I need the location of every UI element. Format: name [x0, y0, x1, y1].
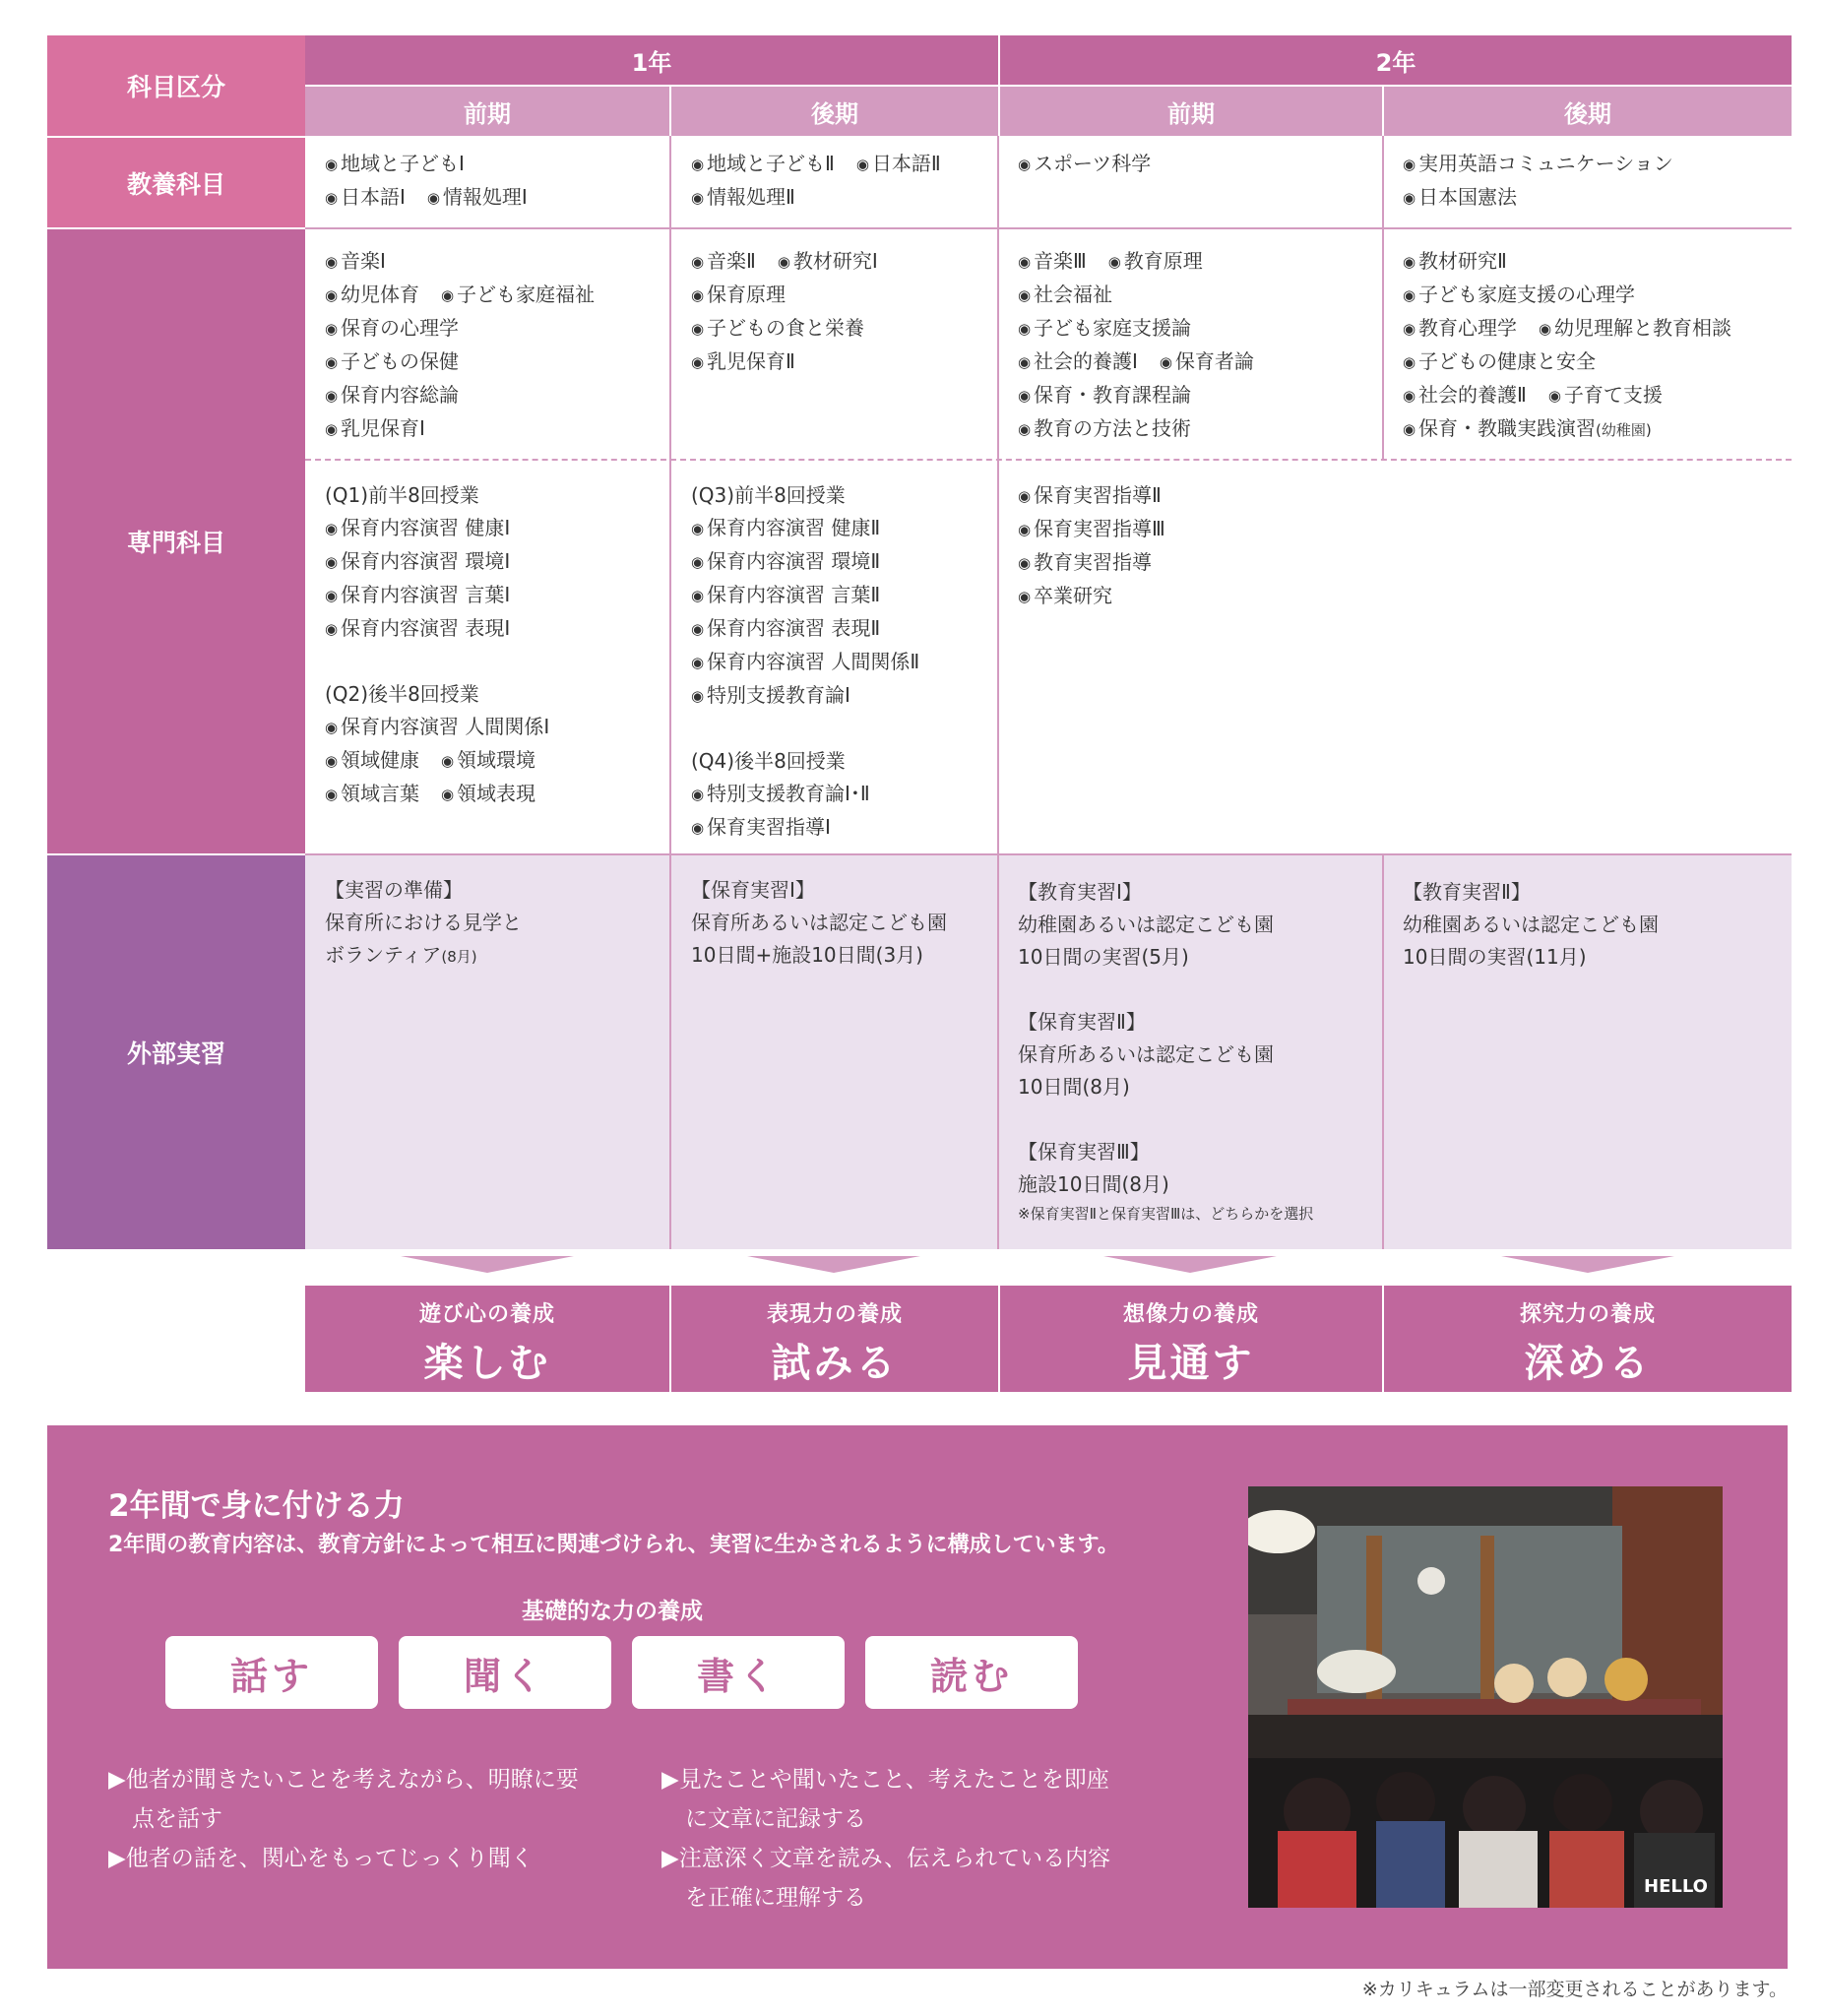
row-divider: [305, 853, 1792, 855]
term-y1-second: [671, 87, 998, 136]
row-header-liberal: [47, 138, 305, 227]
term-y2-first: [1000, 87, 1382, 136]
skills-description: 2年間の教育内容は、教育方針によって相互に関連づけられ、実習に生かされるように構成しています。: [108, 1533, 1119, 1557]
row-label: 教養科目: [126, 169, 225, 199]
year1-header: [305, 35, 998, 85]
category-header-label: 科目区分: [126, 73, 225, 101]
liberal-y1-second: ◉ 地域と子どもⅡ ◉ 日本語Ⅱ ◉ 情報処理Ⅱ: [691, 152, 941, 209]
term-label: 後期: [1564, 99, 1611, 128]
specialized-y1-first: ◉ 音楽Ⅰ ◉ 幼児体育 ◉ 子ども家庭福祉 ◉ 保育の心理学 ◉ 子どもの保健 ◉ 保育内容総論 ◉ 乳児保育Ⅰ: [325, 249, 595, 440]
specialized-y1-second: ◉ 音楽Ⅱ ◉ 教材研究Ⅰ ◉ 保育原理 ◉ 子どもの食と栄養 ◉ 乳児保育Ⅱ: [691, 249, 878, 373]
category-header: [47, 35, 305, 136]
year1-label: 1年: [631, 48, 672, 77]
practice-y2-first: 【教育実習Ⅰ】 幼稚園あるいは認定こども園 10日間の実習(5月) 【保育実習Ⅱ】 保育所あるいは認定こども園 10日間(8月) 【保育実習Ⅲ】 施設10日間(8月) ※保育実習Ⅱと保育実習Ⅲは、どちらかを選択: [1018, 880, 1314, 1223]
column-divider: [1382, 855, 1384, 1249]
row-header-practice: [47, 855, 305, 1249]
footnote: ※カリキュラムは一部変更されることがあります。: [1361, 1979, 1788, 2000]
quarter-y1-second: (Q3)前半8回授業 ◉ 保育内容演習 健康Ⅱ ◉ 保育内容演習 環境Ⅱ ◉ 保育内容演習 言葉Ⅱ ◉ 保育内容演習 表現Ⅱ ◉ 保育内容演習 人間関係Ⅱ ◉ 特別支援教育論Ⅰ (Q4)後半8回授業 ◉ 特別支援教育論Ⅰ･Ⅱ ◉ 保育実習指導Ⅰ: [691, 483, 920, 839]
arrow-down-icon: [1103, 1256, 1277, 1273]
term-y2-second: [1384, 87, 1792, 136]
term-label: 前期: [464, 99, 511, 128]
skill-write: 書く: [632, 1636, 845, 1709]
liberal-y1-first: ◉ 地域と子どもⅠ ◉ 日本語Ⅰ ◉ 情報処理Ⅰ: [325, 152, 528, 209]
practice-y1-first: 【実習の準備】 保育所における見学と ボランティア(8月): [325, 878, 522, 967]
right-bullets: ▶見たことや聞いたこと、考えたことを即座 に文章に記録する ▶注意深く文章を読み、伝えられている内容 を正確に理解する: [661, 1767, 1111, 1911]
column-divider: [1382, 136, 1384, 460]
basic-label: 基礎的な力の養成: [522, 1599, 703, 1624]
puppet-show-photo: [1248, 1486, 1723, 1908]
term-label: 後期: [811, 99, 858, 128]
left-bullets: ▶他者が聞きたいことを考えながら、明瞭に要 点を話す ▶他者の話を、関心をもってじっくり聞く: [108, 1767, 579, 1871]
arrow-down-icon: [1501, 1256, 1674, 1273]
year2-label: 2年: [1375, 48, 1416, 77]
stage-box: 遊び心の養成 楽しむ: [305, 1286, 669, 1392]
arrow-down-icon: [747, 1256, 920, 1273]
specialized-y2-first: ◉ 音楽Ⅲ ◉ 教育原理 ◉ 社会福祉 ◉ 子ども家庭支援論 ◉ 社会的養護Ⅰ ◉ 保育者論 ◉ 保育・教育課程論 ◉ 教育の方法と技術: [1018, 249, 1254, 440]
stage-box: 探究力の養成 深める: [1384, 1286, 1792, 1392]
stage-box: 表現力の養成 試みる: [671, 1286, 998, 1392]
year2-header: [1000, 35, 1792, 85]
term-label: 前期: [1167, 99, 1215, 128]
practice-y1-second: 【保育実習Ⅰ】 保育所あるいは認定こども園 10日間+施設10日間(3月): [691, 878, 947, 967]
stage-box: 想像力の養成 見通す: [1000, 1286, 1382, 1392]
column-divider: [669, 136, 671, 1249]
quarter-y1-first: (Q1)前半8回授業 ◉ 保育内容演習 健康Ⅰ ◉ 保育内容演習 環境Ⅰ ◉ 保育内容演習 言葉Ⅰ ◉ 保育内容演習 表現Ⅰ (Q2)後半8回授業 ◉ 保育内容演習 人間関係Ⅰ ◉ 領域健康 ◉ 領域環境 ◉ 領域言葉 ◉ 領域表現: [325, 483, 550, 805]
liberal-y2-second: ◉ 実用英語コミュニケーション ◉ 日本国憲法: [1403, 152, 1673, 209]
practice-y2-second: 【教育実習Ⅱ】 幼稚園あるいは認定こども園 10日間の実習(11月): [1403, 880, 1659, 969]
specialized-y2-second: ◉ 教材研究Ⅱ ◉ 子ども家庭支援の心理学 ◉ 教育心理学 ◉ 幼児理解と教育相談 ◉ 子どもの健康と安全 ◉ 社会的養護Ⅱ ◉ 子育て支援 ◉ 保育・教職実践演習(幼稚園): [1403, 249, 1731, 440]
column-divider: [997, 136, 999, 1249]
arrow-down-icon: [401, 1256, 574, 1273]
skill-read: 読む: [865, 1636, 1078, 1709]
term-y1-first: [305, 87, 669, 136]
shirt-text: HELLO: [1644, 1876, 1708, 1897]
dashed-divider: [305, 459, 1792, 461]
skill-listen: 聞く: [399, 1636, 611, 1709]
puppet-show-image: [1248, 1486, 1723, 1908]
quarter-y2: ◉ 保育実習指導Ⅱ ◉ 保育実習指導Ⅲ ◉ 教育実習指導 ◉ 卒業研究: [1018, 483, 1165, 607]
skills-title: 2年間で身に付ける力: [108, 1488, 405, 1524]
liberal-y2-first: ◉ スポーツ科学: [1018, 152, 1152, 175]
row-divider: [305, 227, 1792, 229]
skill-speak: 話す: [165, 1636, 378, 1709]
row-header-specialized: [47, 229, 305, 853]
row-label: 専門科目: [126, 529, 225, 557]
row-label: 外部実習: [126, 1040, 225, 1068]
